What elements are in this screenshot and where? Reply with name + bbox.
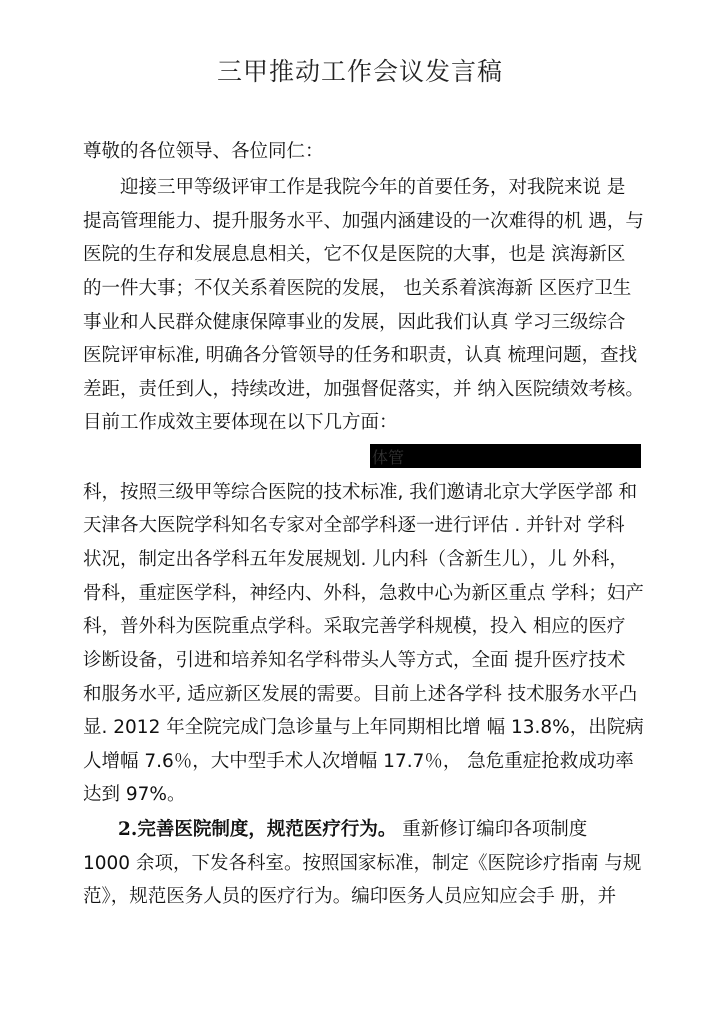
paragraph2-line-2: 天津各大医院学科知名专家对全部学科逐一进行评估 . 并针对 学科 [83, 515, 625, 536]
paragraph1-line-1: 迎接三甲等级评审工作是我院今年的首要任务，对我院来说 是 [83, 177, 626, 198]
redaction-bar [370, 444, 641, 468]
paragraph3-line-1: 1000 余项，下发各科室。按照国家标准，制定《医院诊疗指南 与规 [83, 853, 642, 874]
redacted-fragment: 体管 [372, 448, 405, 467]
paragraph2-line-10: 达到 97%。 [83, 784, 186, 805]
section2-heading: 2.完善医院制度，规范医疗行为。 [118, 819, 397, 840]
paragraph2-line-1: 科，按照三级甲等综合医院的技术标准, 我们邀请北京大学医学部 和 [83, 482, 638, 503]
document-title: 三甲推动工作会议发言稿 [216, 57, 503, 86]
paragraph1-line-5: 事业和人民群众健康保障事业的发展，因此我们认真 学习三级综合 [83, 312, 626, 333]
paragraph2-line-5: 科，普外科为医院重点学科。采取完善学科规模，投入 相应的医疗 [83, 616, 626, 637]
paragraph2-line-8: 显. 2012 年全院完成门急诊量与上年同期相比增 幅 13.8%，出院病 [83, 717, 644, 738]
paragraph2-line-6: 诊断设备，引进和培养知名学科带头人等方式，全面 提升医疗技术 [83, 650, 626, 671]
paragraph2-line-7: 和服务水平, 适应新区发展的需要。目前上述各学科 技术服务水平凸 [83, 684, 638, 705]
paragraph3-line-2: 范》，规范医务人员的医疗行为。编印医务人员应知应会手 册，并 [83, 886, 617, 907]
paragraph1-line-2: 提高管理能力、提升服务水平、加强内涵建设的一次难得的机 遇，与 [83, 211, 644, 232]
paragraph2-line-9: 人增幅 7.6％，大中型手术人次增幅 17.7％， 急危重症抢救成功率 [83, 751, 634, 772]
paragraph1-line-7: 差距，责任到人，持续改进，加强督促落实，并 纳入医院绩效考核。 [83, 379, 644, 400]
section2-heading-line [118, 818, 638, 842]
paragraph2-line-3: 状况，制定出各学科五年发展规划. 儿内科（含新生儿），儿 外科， [83, 549, 628, 570]
salutation: 尊敬的各位领导、各位同仁： [83, 141, 324, 162]
paragraph1-line-4: 的一件大事；不仅关系着医院的发展， 也关系着滨海新 区医疗卫生 [83, 278, 632, 299]
paragraph1-line-6: 医院评审标准, 明确各分管领导的任务和职责，认真 梳理问题，查找 [83, 345, 638, 366]
section2-heading-tail: 重新修订编印各项制度 [396, 819, 588, 840]
paragraph1-line-8: 目前工作成效主要体现在以下几方面： [83, 412, 398, 433]
paragraph2-line-4: 骨科，重症医学科，神经内、外科，急救中心为新区重点 学科；妇产 [83, 583, 644, 604]
paragraph1-line-3: 医院的生存和发展息息相关，它不仅是医院的大事，也是 滨海新区 [83, 244, 626, 265]
